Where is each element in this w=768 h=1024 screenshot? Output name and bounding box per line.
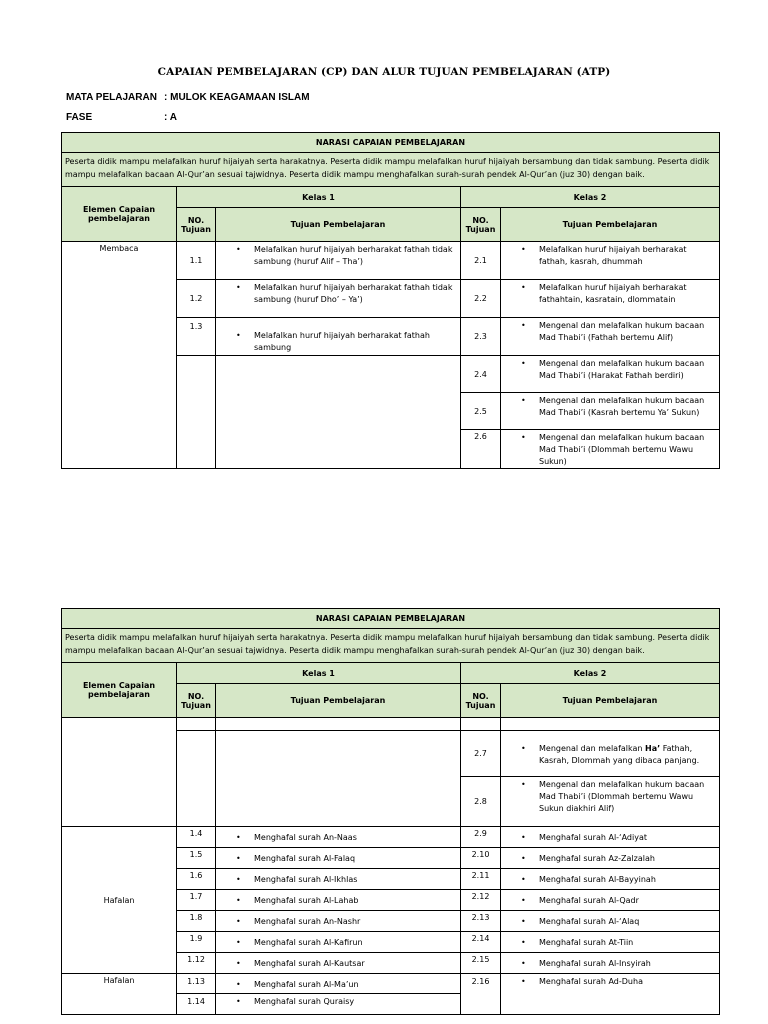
goal-text: • Menghafal surah An-Nashr xyxy=(216,916,456,928)
tujuan-header: Tujuan Pembelajaran xyxy=(216,684,461,718)
goal-text: • Melafalkan huruf hijaiyah berharakat fathahtain, kasratain, dlommatain xyxy=(501,282,715,306)
phase-label: FASE xyxy=(66,112,93,123)
goal-number: 1.7 xyxy=(177,890,216,911)
goal-number: 2.7 xyxy=(461,731,501,777)
goal-text: • Mengenal dan melafalkan hukum bacaan Mad Thabi’i (Dlommah bertemu Wawu Sukun diakhiri Alif) xyxy=(501,779,715,815)
goal-number: 1.12 xyxy=(177,953,216,974)
goal-number: 1.9 xyxy=(177,932,216,953)
narasi-text: Peserta didik mampu melafalkan huruf hijaiyah serta harakatnya. Peserta didik mampu melafalkan huruf hijaiyah bersambung dan tidak sambung. Peserta didik mampu melafalkan bacaan Al-Qur’an sesuai tajwidnya. Peserta didik mampu menghafalkan surah-surah pendek Al-Qur’an (juz 30) dengan baik. xyxy=(62,629,720,663)
goal-text: • Mengenal dan melafalkan hukum bacaan Mad Thabi’i (Dlommah bertemu Wawu Sukun) xyxy=(501,432,715,468)
goal-text: • Menghafal surah Az-Zalzalah xyxy=(501,853,715,865)
elemen-header: Elemen Capaian pembelajaran xyxy=(62,187,177,242)
tujuan-header: Tujuan Pembelajaran xyxy=(501,684,720,718)
goal-text: • Melafalkan huruf hijaiyah berharakat fathah tidak sambung (huruf Dho’ – Ya’) xyxy=(216,282,456,306)
goal-number: 2.5 xyxy=(461,393,501,430)
goal-number: 1.2 xyxy=(177,280,216,318)
elemen-header: Elemen Capaian pembelajaran xyxy=(62,663,177,718)
goal-number: 2.4 xyxy=(461,356,501,393)
table-row xyxy=(62,827,720,848)
document-title: CAPAIAN PEMBELAJARAN (CP) DAN ALUR TUJUAN PEMBELAJARAN (ATP) xyxy=(157,66,611,78)
kelas1-header: Kelas 1 xyxy=(177,187,461,208)
table-row xyxy=(62,974,720,994)
goal-number: 1.6 xyxy=(177,869,216,890)
goal-text: • Menghafal surah At-Tiin xyxy=(501,937,715,949)
goal-text: • Menghafal surah Quraisy xyxy=(216,996,456,1008)
goal-text: • Menghafal surah Al-Kautsar xyxy=(216,958,456,970)
goal-number: 2.15 xyxy=(461,953,501,974)
subject-value: : MULOK KEAGAMAAN ISLAM xyxy=(164,92,310,103)
phase-line xyxy=(66,112,177,123)
goal-number: 1.3 xyxy=(177,318,216,356)
goal-text: • Menghafal surah Al-‘Adiyat xyxy=(501,832,715,844)
goal-text: • Mengenal dan melafalkan hukum bacaan Mad Thabi’i (Fathah bertemu Alif) xyxy=(501,320,715,344)
kelas1-header: Kelas 1 xyxy=(177,663,461,684)
goal-text: • Menghafal surah Al-Insyirah xyxy=(501,958,715,970)
goal-text: • Menghafal surah An-Naas xyxy=(216,832,456,844)
goal-text: • Menghafal surah Al-Ikhlas xyxy=(216,874,456,886)
goal-number: 2.10 xyxy=(461,848,501,869)
table-row xyxy=(62,242,720,280)
goal-text: • Menghafal surah Ad-Duha xyxy=(501,976,715,988)
narasi-text: Peserta didik mampu melafalkan huruf hijaiyah serta harakatnya. Peserta didik mampu melafalkan huruf hijaiyah bersambung dan tidak sambung. Peserta didik mampu melafalkan bacaan Al-Qur’an sesuai tajwidnya. Peserta didik mampu menghafalkan surah-surah pendek Al-Qur’an (juz 30) dengan baik. xyxy=(62,153,720,187)
narasi-title: NARASI CAPAIAN PEMBELAJARAN xyxy=(62,133,720,153)
element-hafalan: Hafalan xyxy=(62,827,177,974)
goal-number: 2.13 xyxy=(461,911,501,932)
goal-text: • Menghafal surah Al-Ma’un xyxy=(216,979,456,991)
phase-value: : A xyxy=(164,112,177,123)
goal-text: • Menghafal surah Al-Bayyinah xyxy=(501,874,715,886)
subject-label: MATA PELAJARAN xyxy=(66,92,157,103)
goal-number: 2.11 xyxy=(461,869,501,890)
goal-number: 1.13 xyxy=(177,974,216,994)
kelas2-header: Kelas 2 xyxy=(461,187,720,208)
kelas2-header: Kelas 2 xyxy=(461,663,720,684)
goal-text: • Mengenal dan melafalkan hukum bacaan Mad Thabi’i (Harakat Fathah berdiri) xyxy=(501,358,715,382)
goal-text: • Menghafal surah Al-‘Alaq xyxy=(501,916,715,928)
goal-text: • Menghafal surah Al-Qadr xyxy=(501,895,715,907)
goal-number: 1.14 xyxy=(177,994,216,1015)
goal-text: • Menghafal surah Al-Kafirun xyxy=(216,937,456,949)
goal-number: 2.16 xyxy=(461,974,501,1015)
goal-number: 1.4 xyxy=(177,827,216,848)
no-tujuan-header: NO. Tujuan xyxy=(177,684,216,718)
goal-number: 2.9 xyxy=(461,827,501,848)
atp-table-2 xyxy=(61,608,720,1015)
subject-line xyxy=(66,92,310,103)
goal-number: 2.2 xyxy=(461,280,501,318)
goal-text: • Mengenal dan melafalkan hukum bacaan Mad Thabi’i (Kasrah bertemu Ya’ Sukun) xyxy=(501,395,715,419)
narasi-title: NARASI CAPAIAN PEMBELAJARAN xyxy=(62,609,720,629)
goal-number: 1.5 xyxy=(177,848,216,869)
goal-text: • Melafalkan huruf hijaiyah berharakat fathah sambung xyxy=(216,330,456,354)
goal-text: • Mengenal dan melafalkan Ha’ Fathah, Kasrah, Dlommah yang dibaca panjang. xyxy=(501,743,715,767)
goal-number: 2.1 xyxy=(461,242,501,280)
goal-number: 2.12 xyxy=(461,890,501,911)
no-tujuan-header: NO. Tujuan xyxy=(177,208,216,242)
goal-text: • Melafalkan huruf hijaiyah berharakat fathah, kasrah, dhummah xyxy=(501,244,715,268)
element-hafalan: Hafalan xyxy=(62,974,177,1015)
goal-text: • Menghafal surah Al-Lahab xyxy=(216,895,456,907)
tujuan-header: Tujuan Pembelajaran xyxy=(216,208,461,242)
goal-number: 2.6 xyxy=(461,430,501,469)
no-tujuan-header: NO. Tujuan xyxy=(461,684,501,718)
atp-table-1 xyxy=(61,132,720,469)
goal-text: • Melafalkan huruf hijaiyah berharakat fathah tidak sambung (huruf Alif – Tha’) xyxy=(216,244,456,268)
goal-number: 2.8 xyxy=(461,777,501,827)
goal-number: 1.1 xyxy=(177,242,216,280)
goal-number: 2.14 xyxy=(461,932,501,953)
element-membaca: Membaca xyxy=(62,242,177,469)
goal-text: • Menghafal surah Al-Falaq xyxy=(216,853,456,865)
goal-number: 1.8 xyxy=(177,911,216,932)
goal-number: 2.3 xyxy=(461,318,501,356)
tujuan-header: Tujuan Pembelajaran xyxy=(501,208,720,242)
no-tujuan-header: NO. Tujuan xyxy=(461,208,501,242)
